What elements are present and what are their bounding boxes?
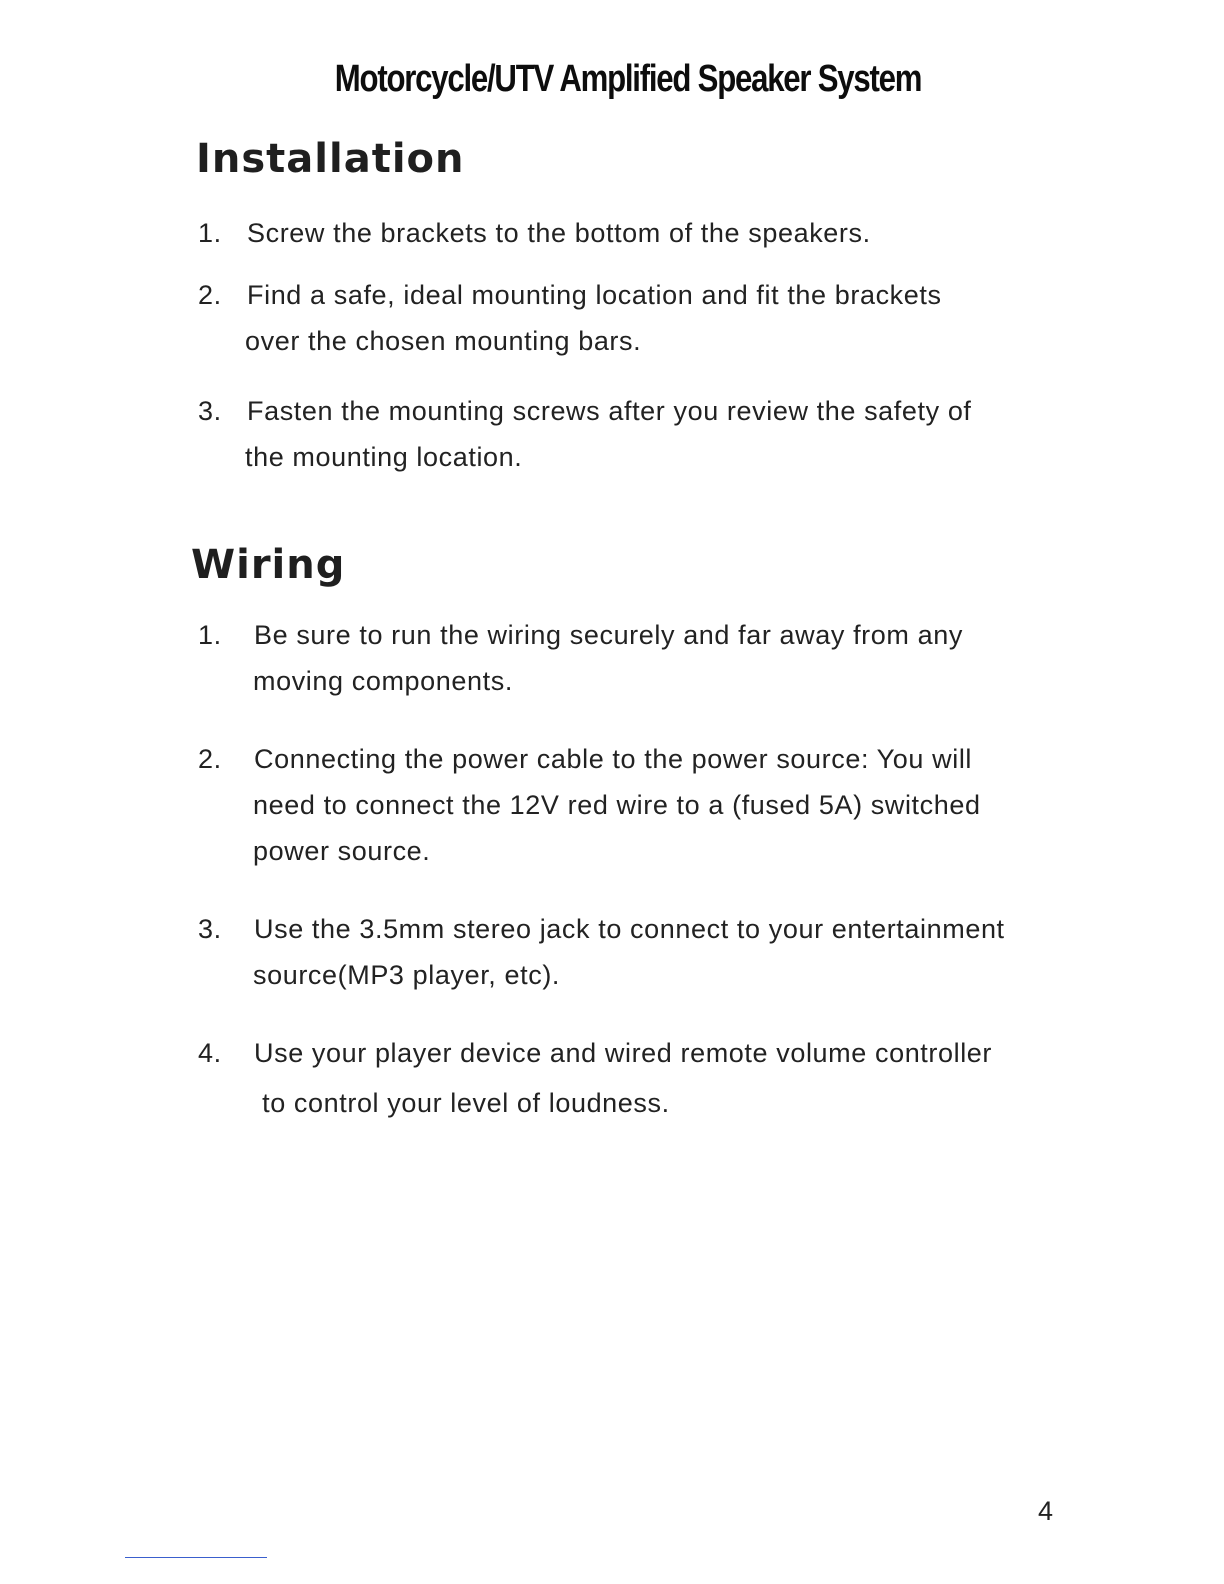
step-line: Be sure to run the wiring securely and far away from any	[254, 620, 963, 650]
step-line: need to connect the 12V red wire to a (fused 5A) switched	[253, 790, 981, 820]
step-line: Find a safe, ideal mounting location and fit the brackets	[247, 280, 942, 310]
step-number: 4.	[198, 1038, 222, 1068]
step-line: moving components.	[253, 666, 513, 696]
step-line: source(MP3 player, etc).	[253, 960, 561, 990]
step-line: to control your level of loudness.	[254, 1088, 670, 1118]
step-number: 1.	[198, 218, 222, 248]
wiring-heading: Wiring	[191, 542, 346, 588]
step-line: power source.	[253, 836, 431, 866]
step-line: Connecting the power cable to the power source: You will	[254, 744, 973, 774]
step-text	[247, 272, 942, 364]
document-title: Motorcycle/UTV Amplified Speaker System	[334, 58, 922, 100]
step-line: over the chosen mounting bars.	[245, 326, 642, 356]
step-number: 2.	[198, 744, 222, 774]
step-text	[247, 210, 871, 256]
step-text	[254, 612, 963, 704]
page-number: 4	[1038, 1496, 1054, 1526]
step-number: 1.	[198, 620, 222, 650]
step-line: Screw the brackets to the bottom of the speakers.	[247, 218, 871, 248]
step-text	[254, 906, 1005, 998]
step-line: Use the 3.5mm stereo jack to connect to your entertainment	[254, 914, 1005, 944]
step-text	[254, 736, 981, 874]
step-text	[254, 1030, 992, 1126]
step-line: the mounting location.	[245, 442, 523, 472]
step-number: 3.	[198, 396, 222, 426]
step-line: Use your player device and wired remote volume controller	[254, 1038, 993, 1068]
step-number: 2.	[198, 280, 222, 310]
installation-heading: Installation	[196, 136, 465, 182]
step-line: Fasten the mounting screws after you review the safety of	[247, 396, 972, 426]
step-text	[247, 388, 972, 480]
step-number: 3.	[198, 914, 222, 944]
footer-divider	[125, 1557, 267, 1558]
